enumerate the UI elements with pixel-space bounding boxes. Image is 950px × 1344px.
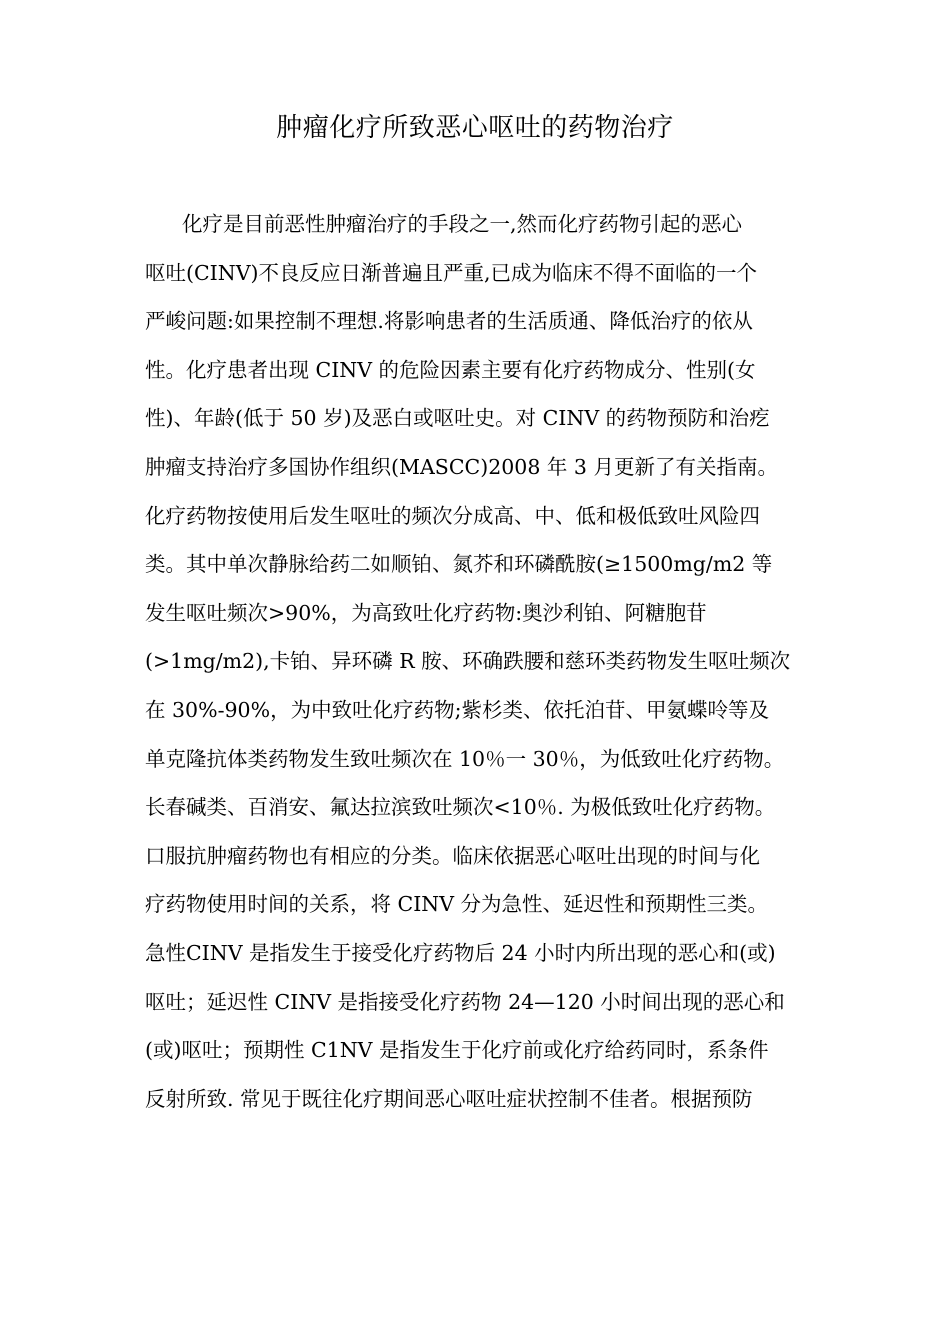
text-line: 发生呕吐频次>90%，为高致吐化疗药物:奥沙利铂、阿糖胞苷	[145, 600, 707, 625]
document-title: 肿瘤化疗所致恶心呕吐的药物治疗	[276, 113, 674, 143]
text-line: 性)、年龄(低于 50 岁)及恶白或呕吐史。对 CINV 的药物预防和治疙	[145, 406, 770, 431]
text-line: 长春碱类、百消安、氟达拉滨致吐频次<10％. 为极低致吐化疗药物。	[145, 795, 776, 820]
text-line: 反射所致. 常见于既往化疗期间恶心呕吐症状控制不佳者。根据预防	[145, 1086, 753, 1111]
text-line: 疗药物使用时间的关系，将 CINV 分为急性、延迟性和预期性三类。	[145, 892, 769, 917]
text-line: (或)呕吐；预期性 C1NV 是指发生于化疗前或化疗给药同时，系条件	[145, 1038, 769, 1063]
body-paragraph	[145, 200, 805, 1123]
text-line: 化疗药物按使用后发生呕吐的频次分成高、中、低和极低致吐风险四	[145, 503, 760, 528]
text-line: 呕吐(CINV)不良反应日渐普遍且严重,已成为临床不得不面临的一个	[145, 260, 758, 285]
text-line: 口服抗肿瘤药物也有相应的分类。临床依据恶心呕吐出现的时间与化	[145, 843, 760, 868]
text-line: 化疗是目前恶性肿瘤治疗的手段之一,然而化疗药物引起的恶心	[182, 212, 743, 236]
text-line: 严峻问题:如果控制不理想.将影响患者的生活质通、降低治疗的依从	[145, 309, 753, 334]
text-line: 肿瘤支持治疗多国协作组织(MASCC)2008 年 3 月更新了有关指南。	[145, 454, 778, 479]
text-line: (>1mg/m2),卡铂、异环磷 R 胺、环确跌腰和慈环类药物发生呕吐频次	[145, 649, 791, 674]
text-line: 性。化疗患者出现 CINV 的危险因素主要有化疗药物成分、性别(女	[145, 357, 756, 382]
text-line: 急性CINV 是指发生于接受化疗药物后 24 小时内所出现的恶心和(或)	[145, 940, 776, 965]
text-line: 单克隆抗体类药物发生致吐频次在 10％一 30％，为低致吐化疗药物。	[145, 746, 785, 771]
text-line: 在 30%-90%，为中致吐化疗药物;紫杉类、依托泊苷、甲氨蝶呤等及	[145, 697, 769, 722]
text-line: 类。其中单次静脉给药二如顺铂、氮芥和环磷酰胺(≥1500mg/m2 等	[145, 552, 773, 577]
text-line: 呕吐；延迟性 CINV 是指接受化疗药物 24—120 小时间出现的恶心和	[145, 989, 785, 1014]
